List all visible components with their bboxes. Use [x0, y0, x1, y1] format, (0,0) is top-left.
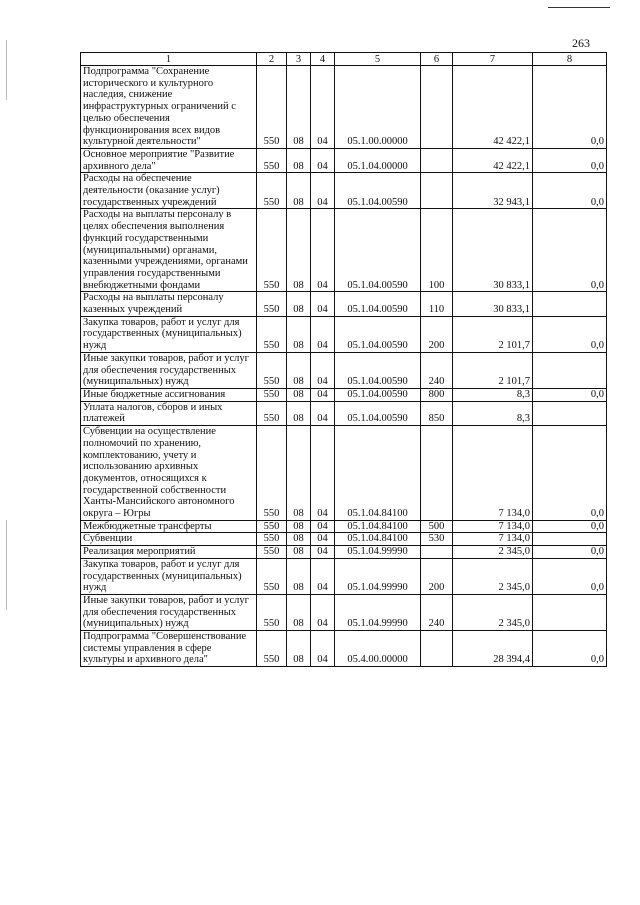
cell-expense-type: [421, 66, 453, 149]
cell-amount: 2 101,7: [453, 316, 533, 352]
cell-section: 08: [287, 558, 311, 594]
cell-code: 550: [257, 388, 287, 401]
cell-code: 550: [257, 352, 287, 388]
table-row: [81, 594, 607, 630]
cell-expense-type: [421, 631, 453, 667]
cell-amount: 28 394,4: [453, 631, 533, 667]
top-rule: [548, 7, 610, 8]
cell-subsection: 04: [311, 631, 335, 667]
cell-expense-type: 530: [421, 533, 453, 546]
column-header: 4: [311, 53, 335, 66]
row-name: Расходы на выплаты персоналу в целях обеспечения выполнения функций государственными (муниципальными) органами, казенными учреждениями, органами управления государственными внебюджетными фондами: [81, 209, 257, 292]
row-name: Реализация мероприятий: [81, 546, 257, 559]
cell-subvention-amount: 0,0: [533, 546, 607, 559]
cell-amount: 7 134,0: [453, 520, 533, 533]
table-row: [81, 388, 607, 401]
table-row: [81, 66, 607, 149]
cell-subvention-amount: 0,0: [533, 66, 607, 149]
cell-code: 550: [257, 173, 287, 209]
cell-subvention-amount: [533, 352, 607, 388]
cell-code: 550: [257, 594, 287, 630]
cell-section: 08: [287, 594, 311, 630]
cell-section: 08: [287, 352, 311, 388]
table-row: [81, 401, 607, 425]
margin-scan-mark: [6, 520, 7, 610]
cell-target-article: 05.1.04.84100: [335, 533, 421, 546]
cell-amount: 8,3: [453, 388, 533, 401]
cell-code: 550: [257, 401, 287, 425]
cell-amount: 7 134,0: [453, 426, 533, 521]
cell-expense-type: [421, 148, 453, 172]
cell-target-article: 05.4.00.00000: [335, 631, 421, 667]
cell-target-article: 05.1.04.00590: [335, 292, 421, 316]
cell-expense-type: [421, 546, 453, 559]
cell-subvention-amount: 0,0: [533, 426, 607, 521]
cell-code: 550: [257, 426, 287, 521]
cell-target-article: 05.1.04.84100: [335, 520, 421, 533]
cell-code: 550: [257, 558, 287, 594]
table-row: [81, 546, 607, 559]
column-header: 1: [81, 53, 257, 66]
cell-subsection: 04: [311, 533, 335, 546]
row-name: Иные закупки товаров, работ и услуг для обеспечения государственных (муниципальных) нужд: [81, 352, 257, 388]
cell-amount: 42 422,1: [453, 66, 533, 149]
cell-subvention-amount: [533, 401, 607, 425]
cell-code: 550: [257, 292, 287, 316]
cell-target-article: 05.1.04.99990: [335, 594, 421, 630]
row-name: Иные бюджетные ассигнования: [81, 388, 257, 401]
table-row: [81, 316, 607, 352]
cell-code: 550: [257, 631, 287, 667]
cell-subsection: 04: [311, 316, 335, 352]
cell-code: 550: [257, 546, 287, 559]
cell-target-article: 05.1.04.00590: [335, 388, 421, 401]
cell-subvention-amount: [533, 533, 607, 546]
cell-subvention-amount: 0,0: [533, 173, 607, 209]
cell-code: 550: [257, 316, 287, 352]
cell-section: 08: [287, 546, 311, 559]
cell-subsection: 04: [311, 558, 335, 594]
row-name: Иные закупки товаров, работ и услуг для обеспечения государственных (муниципальных) нужд: [81, 594, 257, 630]
cell-amount: 2 345,0: [453, 558, 533, 594]
cell-amount: 32 943,1: [453, 173, 533, 209]
cell-code: 550: [257, 66, 287, 149]
cell-target-article: 05.1.04.99990: [335, 558, 421, 594]
cell-target-article: 05.1.04.00000: [335, 148, 421, 172]
cell-target-article: 05.1.04.00590: [335, 209, 421, 292]
cell-subvention-amount: 0,0: [533, 520, 607, 533]
cell-target-article: 05.1.04.00590: [335, 316, 421, 352]
cell-expense-type: 200: [421, 558, 453, 594]
page-number: 263: [572, 36, 590, 50]
cell-target-article: 05.1.04.00590: [335, 173, 421, 209]
cell-amount: 7 134,0: [453, 533, 533, 546]
cell-subvention-amount: 0,0: [533, 558, 607, 594]
cell-expense-type: 500: [421, 520, 453, 533]
cell-expense-type: 110: [421, 292, 453, 316]
cell-amount: 2 345,0: [453, 594, 533, 630]
cell-code: 550: [257, 148, 287, 172]
row-name: Подпрограмма "Сохранение исторического и культурного наследия, снижение инфраструктурных ограничений с целью обеспечения функционирования всех видов культурной деятельности": [81, 66, 257, 149]
row-name: Закупка товаров, работ и услуг для государственных (муниципальных) нужд: [81, 558, 257, 594]
cell-section: 08: [287, 631, 311, 667]
row-name: Субвенции на осуществление полномочий по хранению, комплектованию, учету и использованию архивных документов, относящихся к государственной собственности Ханты-Мансийского автономного округа – Югры: [81, 426, 257, 521]
cell-subsection: 04: [311, 148, 335, 172]
cell-expense-type: 240: [421, 352, 453, 388]
cell-subsection: 04: [311, 388, 335, 401]
cell-expense-type: [421, 173, 453, 209]
cell-code: 550: [257, 209, 287, 292]
cell-subsection: 04: [311, 66, 335, 149]
table-row: [81, 209, 607, 292]
row-name: Расходы на выплаты персоналу казенных учреждений: [81, 292, 257, 316]
cell-section: 08: [287, 388, 311, 401]
cell-target-article: 05.1.00.00000: [335, 66, 421, 149]
cell-target-article: 05.1.04.84100: [335, 426, 421, 521]
cell-code: 550: [257, 533, 287, 546]
row-name: Расходы на обеспечение деятельности (оказание услуг) государственных учреждений: [81, 173, 257, 209]
cell-subsection: 04: [311, 401, 335, 425]
table-row: [81, 533, 607, 546]
column-header: 7: [453, 53, 533, 66]
cell-expense-type: 800: [421, 388, 453, 401]
cell-section: 08: [287, 66, 311, 149]
table-row: [81, 173, 607, 209]
column-header: 5: [335, 53, 421, 66]
column-header: 3: [287, 53, 311, 66]
table-row: [81, 352, 607, 388]
cell-subvention-amount: 0,0: [533, 148, 607, 172]
cell-section: 08: [287, 173, 311, 209]
cell-subsection: 04: [311, 352, 335, 388]
row-name: Субвенции: [81, 533, 257, 546]
cell-subsection: 04: [311, 594, 335, 630]
cell-amount: 42 422,1: [453, 148, 533, 172]
cell-amount: 30 833,1: [453, 209, 533, 292]
cell-section: 08: [287, 426, 311, 521]
table-row: [81, 292, 607, 316]
cell-subsection: 04: [311, 426, 335, 521]
row-name: Межбюджетные трансферты: [81, 520, 257, 533]
cell-subsection: 04: [311, 546, 335, 559]
row-name: Закупка товаров, работ и услуг для государственных (муниципальных) нужд: [81, 316, 257, 352]
cell-section: 08: [287, 533, 311, 546]
row-name: Подпрограмма "Совершенствование системы управления в сфере культуры и архивного дела": [81, 631, 257, 667]
row-name: Уплата налогов, сборов и иных платежей: [81, 401, 257, 425]
column-header: 2: [257, 53, 287, 66]
cell-section: 08: [287, 520, 311, 533]
cell-subvention-amount: [533, 594, 607, 630]
row-name: Основное мероприятие "Развитие архивного дела": [81, 148, 257, 172]
table-row: [81, 558, 607, 594]
cell-code: 550: [257, 520, 287, 533]
cell-section: 08: [287, 401, 311, 425]
cell-subvention-amount: 0,0: [533, 209, 607, 292]
cell-subvention-amount: [533, 292, 607, 316]
cell-section: 08: [287, 316, 311, 352]
column-header: 6: [421, 53, 453, 66]
column-header: 8: [533, 53, 607, 66]
table-row: [81, 148, 607, 172]
cell-expense-type: 100: [421, 209, 453, 292]
budget-table: [80, 52, 607, 667]
cell-subvention-amount: 0,0: [533, 388, 607, 401]
cell-amount: 2 101,7: [453, 352, 533, 388]
cell-section: 08: [287, 148, 311, 172]
cell-section: 08: [287, 209, 311, 292]
table-row: [81, 520, 607, 533]
cell-amount: 8,3: [453, 401, 533, 425]
cell-section: 08: [287, 292, 311, 316]
cell-amount: 30 833,1: [453, 292, 533, 316]
cell-subvention-amount: 0,0: [533, 316, 607, 352]
cell-subsection: 04: [311, 173, 335, 209]
cell-target-article: 05.1.04.00590: [335, 401, 421, 425]
cell-expense-type: 240: [421, 594, 453, 630]
cell-subsection: 04: [311, 292, 335, 316]
cell-expense-type: 200: [421, 316, 453, 352]
cell-expense-type: 850: [421, 401, 453, 425]
table-row: [81, 426, 607, 521]
table-row: [81, 631, 607, 667]
cell-target-article: 05.1.04.99990: [335, 546, 421, 559]
cell-amount: 2 345,0: [453, 546, 533, 559]
cell-target-article: 05.1.04.00590: [335, 352, 421, 388]
cell-expense-type: [421, 426, 453, 521]
cell-subsection: 04: [311, 209, 335, 292]
cell-subvention-amount: 0,0: [533, 631, 607, 667]
margin-scan-mark: [6, 40, 7, 100]
cell-subsection: 04: [311, 520, 335, 533]
table-header-row: [81, 53, 607, 66]
